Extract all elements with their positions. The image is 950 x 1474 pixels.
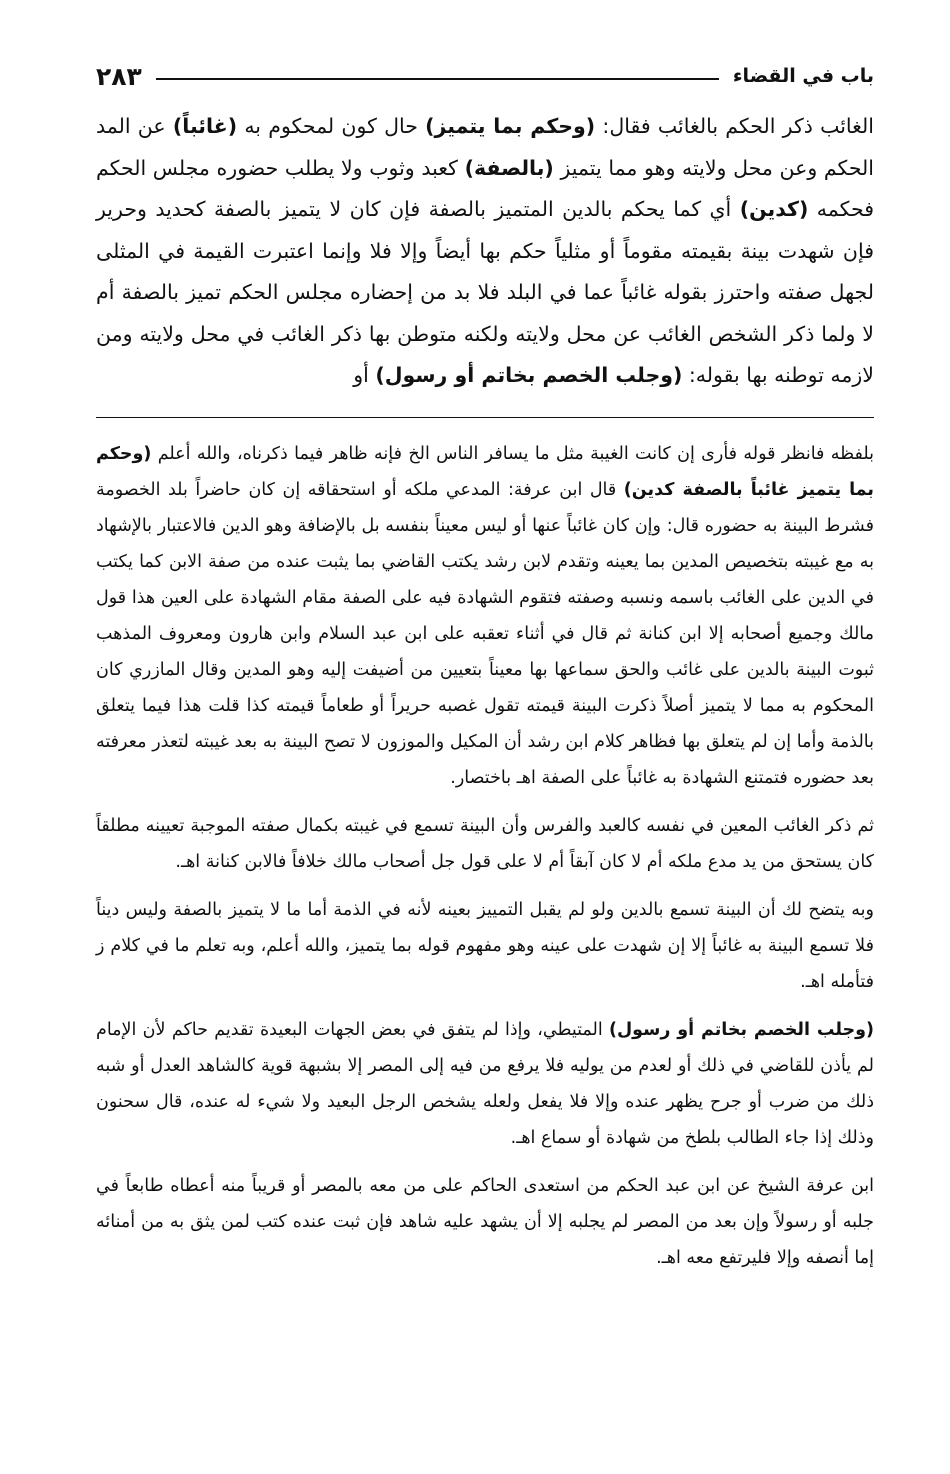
main-text-segment: أو — [353, 363, 376, 387]
matn-quote: (بالصفة) — [464, 155, 554, 180]
commentary-paragraph — [96, 436, 874, 796]
main-text-segment: عن المد الحكم وعن محل ولايته وهو مما يتميز — [96, 114, 874, 180]
commentary-paragraph — [96, 1012, 874, 1156]
matn-quote: (وحكم بما يتميز غائباً بالصفة كدين) — [96, 443, 874, 500]
commentary-paragraph: ابن عرفة الشيخ عن ابن عبد الحكم من استعدى الحاكم على من معه بالمصر أو قريباً منه أعطاه طابعاً في جلبه أو رسولاً وإن بعد من المصر لم يجلبه إلا أن يشهد عليه شاهد فإن ثبت عنده كتب لمن يثق به من أمنائه إما أنصفه وإلا فليرتفع معه اهـ. — [96, 1175, 874, 1268]
commentary-paragraph: ثم ذكر الغائب المعين في نفسه كالعبد والفرس وأن البينة تسمع في غيبته بكمال صفته الموجبة تعيينه مطلقاً كان يستحق من يد مدع ملكه أم لا كان آبقاً أم لا على قول جل أصحاب مالك خلافاً فالابن كنانة اهـ. — [96, 815, 874, 872]
main-text-segment: حال كون لمحكوم به — [237, 114, 426, 138]
matn-quote: (وجلب الخصم بخاتم أو رسول) — [375, 363, 683, 387]
page-number: ٢٨٣ — [96, 61, 142, 91]
commentary-section — [96, 436, 874, 1276]
commentary-text: قال ابن عرفة: المدعي ملكه أو استحقاقه إن كان حاضراً بلد الخصومة فشرط البينة به حضوره قال: وإن كان غائباً عنها أو ليس معيناً بنفسه بل بالإضافة وهو الدين فالاعتبار بالإشهاد به مع غيبته بتخصيص المدين بما يعينه وتقدم لابن رشد يكتب القاضي بما يثبت عنده من صفة الابن كما يكتب في الدين على الغائب باسمه ونسبه وصفته فتقوم الشهادة فيه على الصفة مقام الشهادة على العين هذا قول مالك وجميع أصحابه إلا ابن كنانة ثم قال في أثناء تعقبه على ابن عبد السلام وابن هارون ومعروف المذهب ثبوت البينة بالدين على غائب والحق سماعها بها معيناً بتعيين من أضيفت إليه وهو المدين وقال المازري كان المحكوم به مما لا يتميز أصلاً ذكرت البينة قيمته تقول غصبه حريراً أو طعاماً قيمته كذا قلت هذا فيما يتعلق بالذمة وأما إن لم يتعلق بها فظاهر كلام ابن رشد أن المكيل والموزون لا تصح البينة به بعد غيبته لتعذر معرفته بعد حضوره فتمتنع الشهادة به غائباً على الصفة اهـ باختصار. — [96, 479, 874, 788]
commentary-paragraph: وبه يتضح لك أن البينة تسمع بالدين ولو لم يقبل التمييز بعينه لأنه في الذمة أما ما لا يتميز بالصفة وليس ديناً فلا تسمع البينة به غائباً إلا إن شهدت على عينه وهو مفهوم قوله بما يتميز، والله أعلم، وبه تعلم ما في كلام ز فتأمله اهـ. — [96, 899, 874, 992]
commentary-text: بلفظه فانظر قوله فأرى إن كانت الغيبة مثل ما يسافر الناس الخ فإنه ظاهر فيما ذكرناه، والله أعلم — [151, 443, 874, 464]
header-rule — [156, 78, 719, 80]
main-text-paragraph — [96, 106, 874, 397]
matn-quote: (وحكم بما يتميز) — [425, 114, 596, 138]
commentary-text: المتيطي، وإذا لم يتفق في بعض الجهات البعيدة تقديم حاكم لأن الإمام لم يأذن للقاضي في ذلك أو لعدم من يوليه فلا يرفع من فيه إلى المصر إلا بشبهة قوية كالشاهد العدل أو شبه ذلك من ضرب أو جرح يظهر عنده وإلا فلا يفعل ولعله يشخص الرجل البعيد ولا شيء له عنده، قال سحنون وذلك إذا جاء الطالب بلطخ من شهادة أو سماع اهـ. — [96, 1019, 874, 1148]
book-page — [96, 56, 874, 1436]
matn-quote: (غائباً) — [172, 114, 238, 138]
main-text-segment: كعبد وثوب ولا يطلب حضوره مجلس الحكم فحكمه — [96, 155, 874, 221]
main-text-segment: أي كما يحكم بالدين المتميز بالصفة فإن كان لا يتميز بالصفة كحديد وحرير فإن شهدت بينة بقيمته مقوماً أو مثلياً حكم بها أيضاً وإلا فلا وإنما اعتبرت القيمة في المثلى لجهل صفته واحترز بقوله غائباً عما في البلد فلا بد من إحضاره مجلس الحكم تميز بالصفة أم لا ولما ذكر الشخص الغائب عن محل ولايته ولكنه متوطن بها ذكر الغائب في محل ولايته ومن لازمه توطنه بها بقوله: — [96, 197, 874, 387]
matn-quote: (كدين) — [739, 197, 809, 221]
running-title: باب في القضاء — [732, 65, 874, 87]
page-header — [96, 56, 874, 96]
footnote-separator — [96, 417, 874, 418]
main-text-segment: الغائب ذكر الحكم بالغائب فقال: — [595, 114, 874, 138]
matn-quote: (وجلب الخصم بخاتم أو رسول) — [609, 1019, 874, 1040]
